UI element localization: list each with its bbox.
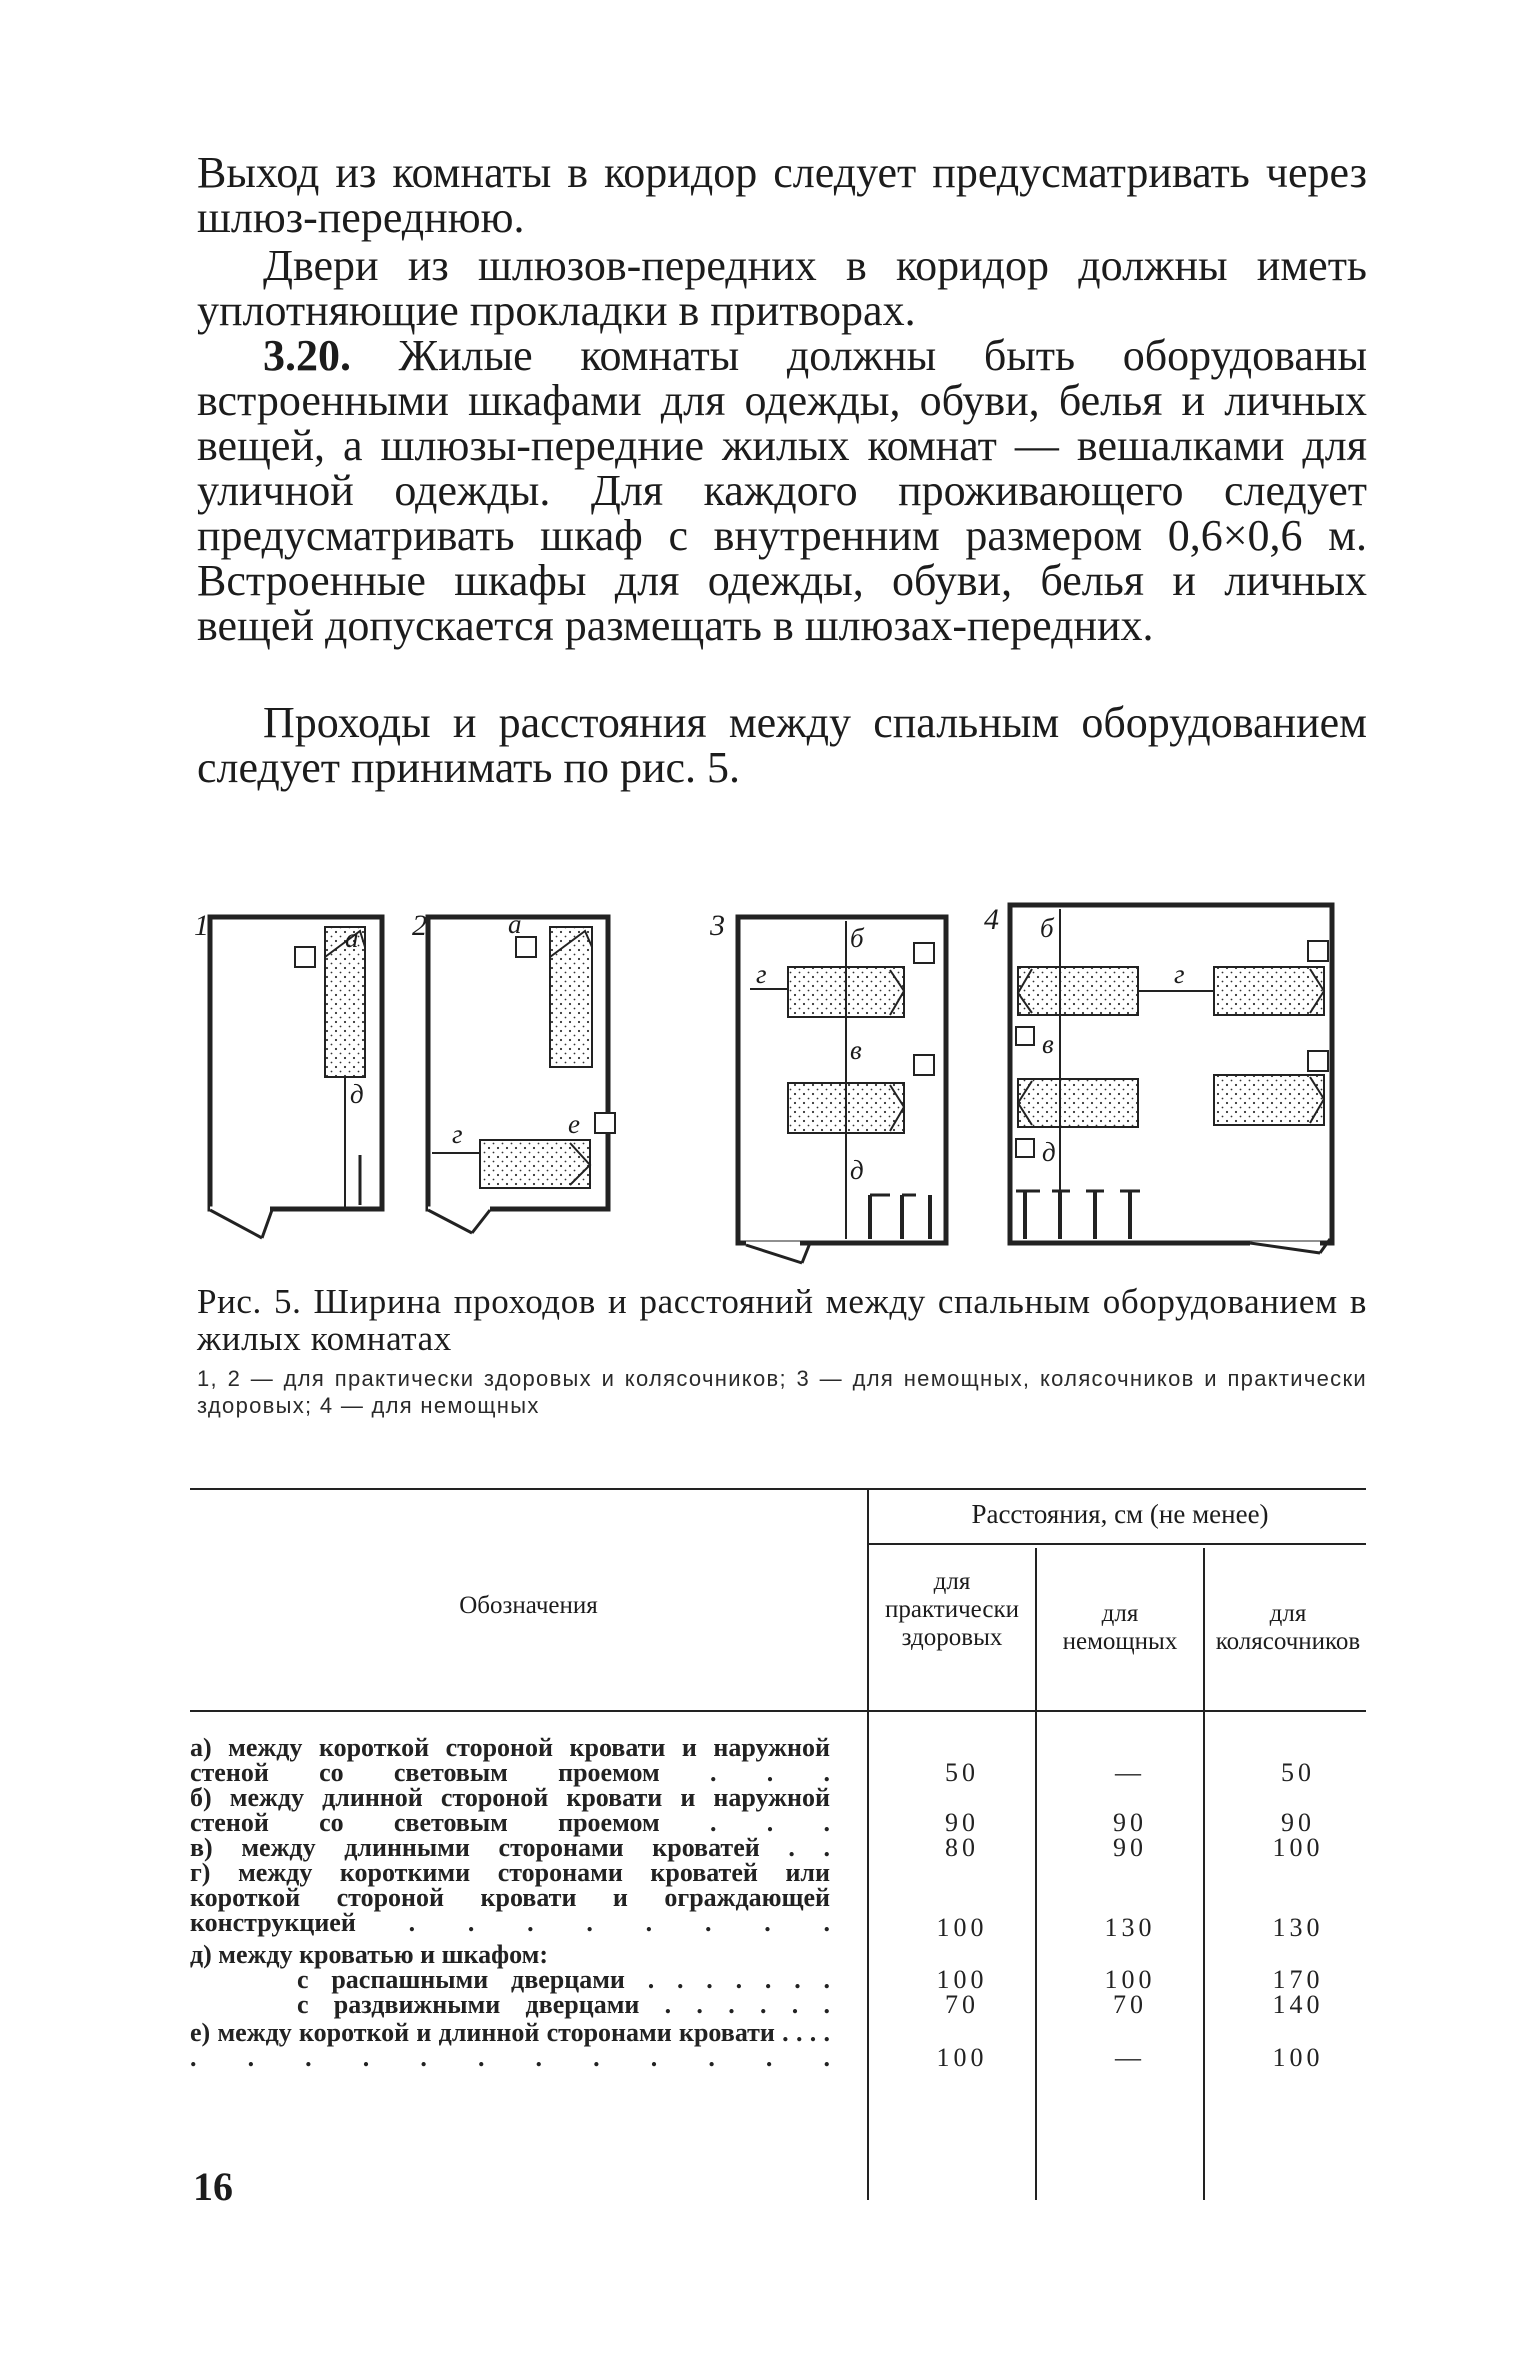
- plan-number: 2: [412, 909, 427, 942]
- table-row-g: г) между короткими сторонами кроватей или короткой стороной кровати и ограждающей конструкцией . . . . . . . .: [190, 1858, 830, 1937]
- plan-2: [412, 909, 615, 1233]
- cell-infirm: 90: [1113, 1833, 1147, 1862]
- cell-infirm: 100: [1104, 1965, 1156, 1994]
- header-group: Расстояния, см (не менее): [971, 1499, 1269, 1529]
- room-plans-drawing: [190, 885, 1370, 1265]
- header-infirm: для немощных: [1062, 1600, 1178, 1655]
- table-row-v: в) между длинными сторонами кроватей . .: [190, 1833, 830, 1862]
- label-d: д: [350, 1079, 364, 1109]
- header-healthy: для практически здоровых: [884, 1568, 1019, 1651]
- paragraph-text: Двери из шлюзов-передних в коридор должны иметь уплотняющие прокладки в притворах.: [197, 241, 1367, 335]
- paragraph-doors: [197, 243, 1367, 333]
- label-g: г: [1174, 959, 1185, 989]
- plan-number: 4: [984, 903, 999, 936]
- paragraph-text: Проходы и расстояния между спальным оборудованием следует принимать по рис. 5.: [197, 698, 1367, 792]
- header-designation: Обозначения: [459, 1592, 598, 1619]
- cell-wheelchair: 130: [1272, 1913, 1324, 1942]
- cell-wheelchair: 170: [1272, 1965, 1324, 1994]
- plan-number: 1: [194, 909, 209, 942]
- col-divider-2: [1203, 1548, 1205, 2200]
- label-v: в: [1042, 1029, 1054, 1059]
- table-row-d: д) между кроватью и шкафом:: [190, 1940, 548, 1969]
- label-a: а: [508, 909, 522, 939]
- figure-caption: [197, 1283, 1367, 1419]
- cell-wheelchair: 140: [1272, 1990, 1324, 2019]
- table-row-a: а) между короткой стороной кровати и наружной стеной со световым проемом . . .: [190, 1733, 830, 1787]
- cell-healthy: 50: [945, 1758, 979, 1787]
- header-wheelchair: для колясочников: [1215, 1600, 1361, 1655]
- cell-healthy: 100: [936, 1965, 988, 1994]
- paragraph-3-20: [197, 333, 1367, 648]
- room-layout-figure: [190, 885, 1370, 1265]
- header-group-rule: [869, 1543, 1366, 1545]
- cell-infirm: —: [1115, 2043, 1145, 2072]
- plan-1: [194, 909, 382, 1238]
- table-row-d-hinged: с распашными дверцами . . . . . . .: [297, 1965, 830, 1994]
- label-g: г: [452, 1119, 463, 1149]
- cell-healthy: 100: [936, 1913, 988, 1942]
- paragraph-passages: [197, 700, 1367, 790]
- cell-infirm: —: [1115, 1758, 1145, 1787]
- paragraph-text: [197, 333, 1367, 648]
- table-row-e: е) между короткой и длинной сторонами кровати . . . . . . . . . . . . . . . .: [190, 2018, 830, 2072]
- label-e: е: [568, 1109, 580, 1139]
- paragraph-exit: [197, 150, 1367, 240]
- label-g: г: [756, 959, 767, 989]
- paragraph-text: Выход из комнаты в коридор следует предусматривать через шлюз-переднюю.: [197, 148, 1367, 242]
- label-v: в: [850, 1035, 862, 1065]
- cell-wheelchair: 90: [1281, 1808, 1315, 1837]
- cell-healthy: 70: [945, 1990, 979, 2019]
- label-d: д: [1042, 1137, 1056, 1167]
- col-divider-1: [1035, 1548, 1037, 2200]
- label-a: а: [345, 923, 359, 953]
- table-divider: [867, 1488, 869, 2200]
- caption-legend: 1, 2 — для практически здоровых и колясочников; 3 — для немощных, колясочников и практически здоровых; 4 — для немощных: [197, 1366, 1367, 1418]
- cell-healthy: 100: [936, 2043, 988, 2072]
- cell-wheelchair: 50: [1281, 1758, 1315, 1787]
- page-number: 16: [193, 2164, 233, 2209]
- distances-table: [190, 1488, 1366, 2138]
- cell-wheelchair: 100: [1272, 1833, 1324, 1862]
- table-row-b: б) между длинной стороной кровати и наружной стеной со световым проемом . . .: [190, 1783, 830, 1837]
- cell-healthy: 90: [945, 1808, 979, 1837]
- caption-title: Рис. 5. Ширина проходов и расстояний между спальным оборудованием в жилых комнатах: [197, 1282, 1367, 1358]
- table-top-rule: [190, 1488, 1366, 1490]
- cell-infirm: 70: [1113, 1990, 1147, 2019]
- cell-wheelchair: 100: [1272, 2043, 1324, 2072]
- label-b: б: [1040, 913, 1054, 943]
- table-row-d-sliding: с раздвижными дверцами . . . . . .: [297, 1990, 830, 2019]
- cell-infirm: 90: [1113, 1808, 1147, 1837]
- section-number: 3.20.: [263, 331, 351, 380]
- header-bottom-rule: [190, 1710, 1366, 1712]
- plan-4: [984, 903, 1332, 1253]
- paragraph-body: Жилые комнаты должны быть оборудованы встроенными шкафами для одежды, обуви, белья и личных вещей, а шлюзы-передние жилых комнат — вешалками для уличной одежды. Для каждого проживающего следует предусматривать шкаф с внутренним размером 0,6×0,6 м. Встроенные шкафы для одежды, обуви, белья и личных вещей допускается размещать в шлюзах-передних.: [197, 331, 1368, 650]
- label-d: д: [850, 1155, 864, 1185]
- cell-healthy: 80: [945, 1833, 979, 1862]
- plan-3: [709, 909, 946, 1263]
- label-b: б: [850, 923, 864, 953]
- plan-number: 3: [710, 909, 725, 942]
- cell-infirm: 130: [1104, 1913, 1156, 1942]
